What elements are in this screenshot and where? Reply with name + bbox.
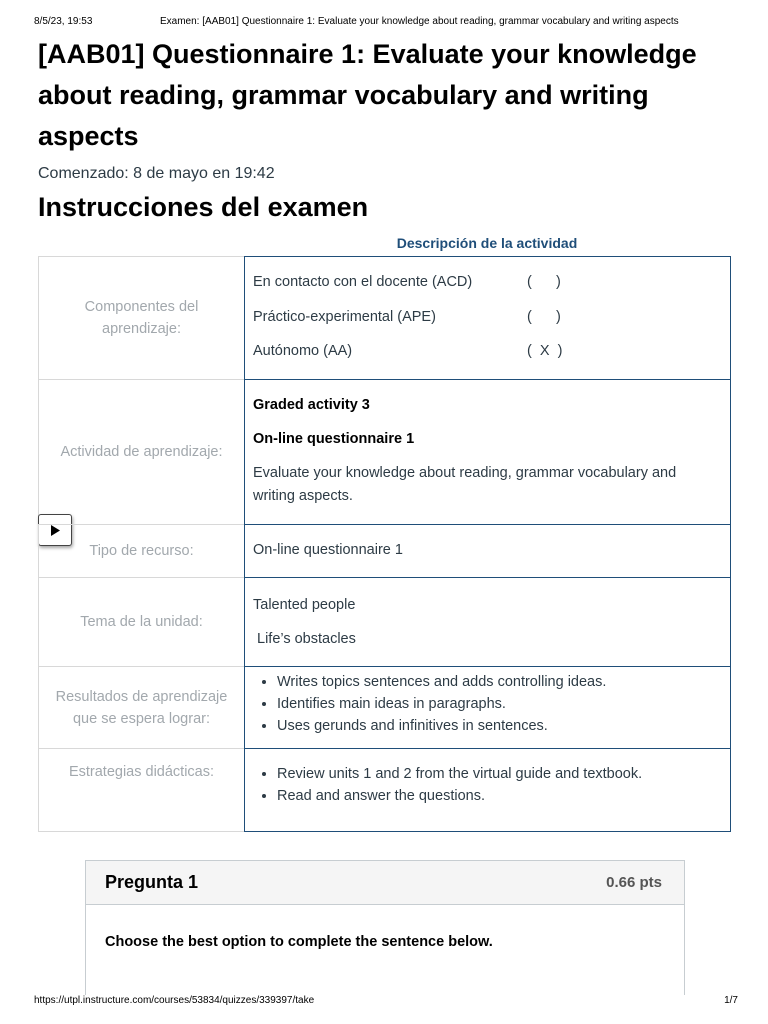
component-name: En contacto con el docente (ACD) xyxy=(253,274,473,290)
expected-outcomes-list xyxy=(253,671,722,737)
activity-heading: Graded activity 3 xyxy=(253,397,370,413)
question-points: 0.66 pts xyxy=(606,874,662,891)
learning-activity-label-cell xyxy=(38,379,244,524)
expected-outcomes-cell xyxy=(244,666,731,748)
question-prompt: Choose the best option to complete the sentence below. xyxy=(105,934,493,950)
print-document-title: Examen: [AAB01] Questionnaire 1: Evaluate your knowledge about reading, grammar vocabulary and writing aspects xyxy=(160,16,679,27)
component-name: Práctico-experimental (APE) xyxy=(253,309,436,325)
list-item: • Read and answer the questions. xyxy=(277,785,722,807)
expected-outcomes-label-line-2: que se espera lograr: xyxy=(72,710,210,727)
unit-topic-1: Talented people xyxy=(253,597,356,613)
activity-description: Evaluate your knowledge about reading, grammar vocabulary and xyxy=(253,465,677,481)
unit-topic-label: Tema de la unidad: xyxy=(80,614,203,630)
component-name: Autónomo (AA) xyxy=(253,343,353,359)
activity-subheading: On-line questionnaire 1 xyxy=(253,431,415,447)
components-label: Componentes del aprendizaje: xyxy=(84,299,199,337)
unit-topic-label-cell xyxy=(38,577,244,666)
list-item: • Identifies main ideas in paragraphs. xyxy=(277,693,722,715)
expected-outcomes-label xyxy=(56,686,228,730)
component-row-acd xyxy=(253,274,723,294)
components-cell xyxy=(244,256,731,379)
resource-type-value: On-line questionnaire 1 xyxy=(253,542,403,558)
strategies-label-cell xyxy=(38,748,244,832)
question-card xyxy=(85,860,685,995)
resource-type-cell xyxy=(244,524,731,577)
learning-activity-label: Actividad de aprendizaje: xyxy=(60,444,223,460)
list-item: • Uses gerunds and infinitives in sentences. xyxy=(277,715,722,737)
print-datetime: 8/5/23, 19:53 xyxy=(34,16,93,27)
resource-type-label: Tipo de recurso: xyxy=(89,543,194,559)
question-title: Pregunta 1 xyxy=(105,872,199,892)
unit-topic-cell xyxy=(244,577,731,666)
print-url: https://utpl.instructure.com/courses/53834/quizzes/339397/take xyxy=(34,995,315,1006)
component-mark: ( ) xyxy=(527,274,561,290)
components-label-cell xyxy=(38,256,244,379)
resource-type-label-cell xyxy=(38,524,244,577)
list-item: • Review units 1 and 2 from the virtual guide and textbook. xyxy=(277,763,722,785)
component-row-ape xyxy=(253,309,723,329)
expected-outcomes-label-line-1: Resultados de aprendizaje xyxy=(55,688,228,705)
print-page-number: 1/7 xyxy=(724,995,738,1006)
table-caption: Descripción de la actividad xyxy=(396,235,578,251)
started-timestamp: Comenzado: 8 de mayo en 19:42 xyxy=(38,165,275,182)
print-header xyxy=(34,16,738,30)
component-mark: ( X ) xyxy=(527,343,563,359)
page-title: [AAB01] Questionnaire 1: Evaluate your knowledge about reading, grammar vocabulary and writing aspects xyxy=(38,39,697,151)
strategies-cell xyxy=(244,748,731,832)
component-row-aa xyxy=(253,343,723,363)
strategies-list xyxy=(253,763,722,807)
activity-description-cont: writing aspects. xyxy=(253,488,353,504)
expected-outcomes-label-cell xyxy=(38,666,244,748)
unit-topic-2: Life’s obstacles xyxy=(257,631,356,647)
strategies-label: Estrategias didácticas: xyxy=(68,764,215,780)
instructions-heading: Instrucciones del examen xyxy=(38,192,369,222)
learning-activity-cell xyxy=(244,379,731,524)
question-header xyxy=(86,861,684,905)
component-mark: ( ) xyxy=(527,309,561,325)
list-item: • Writes topics sentences and adds controlling ideas. xyxy=(277,671,722,693)
